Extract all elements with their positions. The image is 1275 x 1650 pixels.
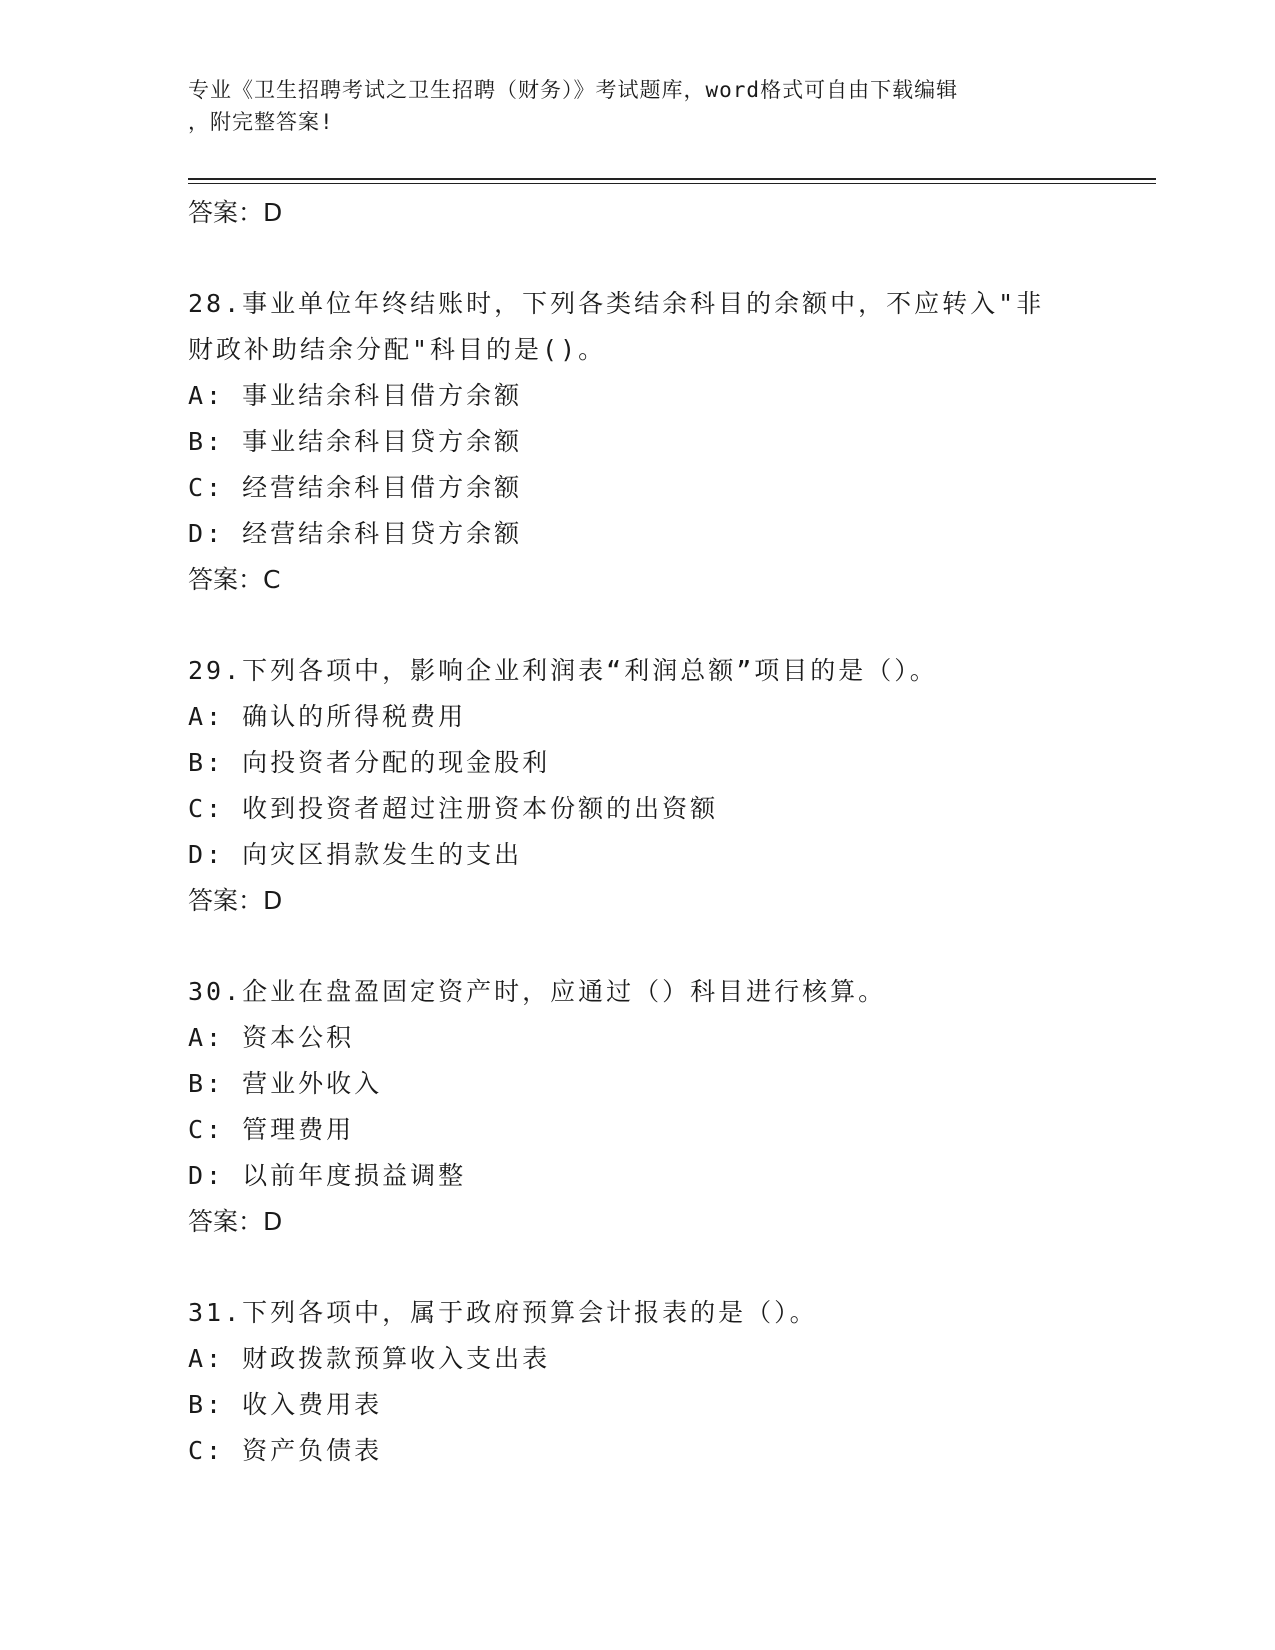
option-b: B: 向投资者分配的现金股利 (188, 748, 551, 777)
option-d: D: 经营结余科目贷方余额 (188, 519, 523, 548)
answer-line: 答案：C (188, 565, 281, 594)
option-c: C: 资产负债表 (188, 1436, 383, 1465)
answer-line: 答案：D (188, 1207, 283, 1236)
answer-line: 答案：D (188, 198, 283, 227)
header-divider-thin (188, 183, 1156, 184)
option-d: D: 以前年度损益调整 (188, 1161, 467, 1190)
option-a: A: 财政拨款预算收入支出表 (188, 1344, 551, 1373)
question-29 (188, 648, 1088, 924)
option-b: B: 收入费用表 (188, 1390, 383, 1419)
option-b: B: 营业外收入 (188, 1069, 383, 1098)
header-divider-thick (188, 178, 1156, 180)
spacer (188, 603, 1088, 648)
question-31 (188, 1290, 1088, 1474)
spacer (188, 924, 1088, 969)
document-header (188, 74, 1088, 138)
option-a: A: 资本公积 (188, 1023, 355, 1052)
spacer (188, 1245, 1088, 1290)
question-stem: 29.下列各项中，影响企业利润表“利润总额”项目的是（）。 (188, 656, 938, 685)
question-stem: 30.企业在盘盈固定资产时，应通过（）科目进行核算。 (188, 977, 887, 1006)
answer-line: 答案：D (188, 886, 283, 915)
spacer (188, 236, 1088, 281)
question-stem (188, 281, 1088, 373)
option-d: D: 向灾区捐款发生的支出 (188, 840, 523, 869)
document-body (188, 190, 1088, 1474)
question-stem-line-2: 财政补助结余分配"科目的是()。 (188, 335, 607, 364)
option-b: B: 事业结余科目贷方余额 (188, 427, 523, 456)
option-c: C: 经营结余科目借方余额 (188, 473, 523, 502)
question-30 (188, 969, 1088, 1245)
option-c: C: 收到投资者超过注册资本份额的出资额 (188, 794, 719, 823)
header-line-1: 专业《卫生招聘考试之卫生招聘（财务）》考试题库，word格式可自由下载编辑 (188, 78, 959, 102)
question-stem-line-1: 28.事业单位年终结账时，下列各类结余科目的余额中，不应转入"非 (188, 289, 1045, 318)
option-c: C: 管理费用 (188, 1115, 355, 1144)
option-a: A: 确认的所得税费用 (188, 702, 467, 731)
question-stem: 31.下列各项中，属于政府预算会计报表的是（）。 (188, 1298, 818, 1327)
option-a: A: 事业结余科目借方余额 (188, 381, 523, 410)
header-line-2: ，附完整答案! (188, 110, 334, 134)
question-28 (188, 281, 1088, 603)
